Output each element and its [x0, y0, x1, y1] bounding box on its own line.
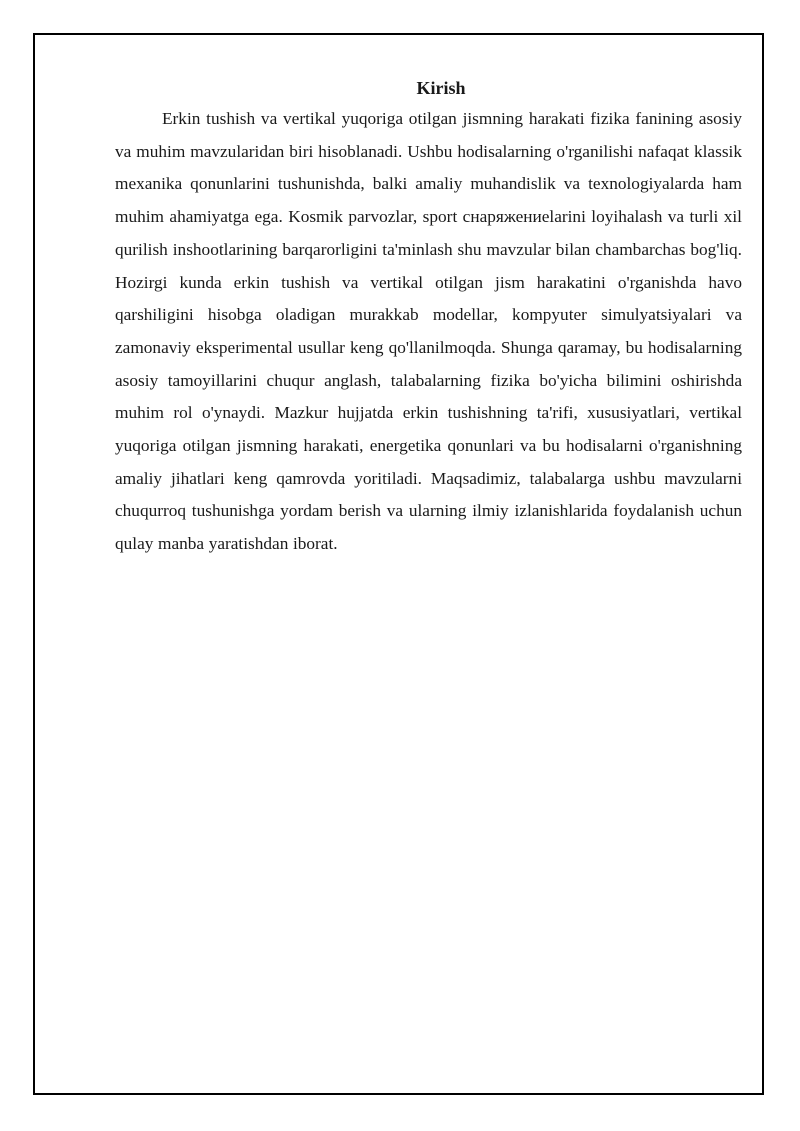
- document-body: [115, 73, 742, 561]
- body-paragraph: Erkin tushish va vertikal yuqoriga otilgan jismning harakati fizika fanining asosiy va muhim mavzularidan biri hisoblanadi. Ushbu hodisalarning o'rganilishi nafaqat klassik mexanika qonunlarini tushunishda, balki amaliy muhandislik va texnologiyalarda ham muhim ahamiyatga ega. Kosmik parvozlar, sport снаряжениelarini loyihalash va turli xil qurilish inshootlarining barqarorligini ta'minlash shu mavzular bilan chambarchas bog'liq. Hozirgi kunda erkin tushish va vertikal otilgan jism harakatini o'rganishda havo qarshiligini hisobga oladigan murakkab modellar, kompyuter simulyatsiyalari va zamonaviy eksperimental usullar keng qo'llanilmoqda. Shunga qaramay, bu hodisalarning asosiy tamoyillarini chuqur anglash, talabalarning fizika bo'yicha bilimini oshirishda muhim rol o'ynaydi. Mazkur hujjatda erkin tushishning ta'rifi, xususiyatlari, vertikal yuqoriga otilgan jismning harakati, energetika qonunlari va bu hodisalarni o'rganishning amaliy jihatlari keng qamrovda yoritiladi. Maqsadimiz, talabalarga ushbu mavzularni chuqurroq tushunishga yordam berish va ularning ilmiy izlanishlarida foydalanish uchun qulay manba yaratishdan iborat.: [115, 109, 742, 554]
- section-heading: Kirish: [416, 78, 466, 98]
